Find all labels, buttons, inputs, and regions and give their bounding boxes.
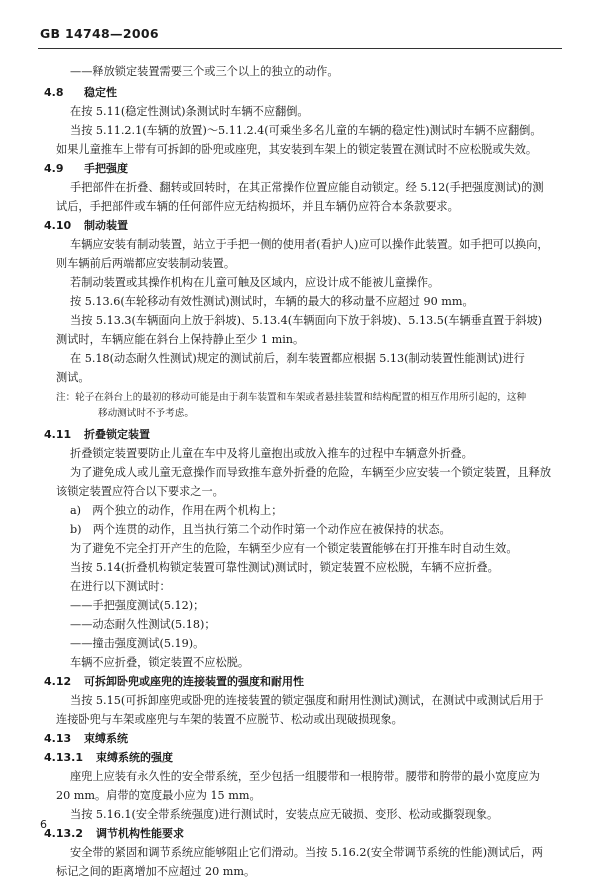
text-line: 若制动装置或其操作机构在儿童可触及区域内，应设计成不能被儿童操作。 [70,276,440,289]
section-title: 调节机构性能要求 [96,827,184,840]
text-line: 该锁定装置应符合以下要求之一。 [56,485,224,498]
list-item: ——撞击强度测试(5.19)。 [70,637,205,650]
section-title: 可拆卸卧兜或座兜的连接装置的强度和耐用性 [84,675,304,688]
text-line: 如果儿童推车上带有可拆卸的卧兜或座兜，其安装到车架上的锁定装置在测试时不应松脱或失效。 [56,143,538,156]
section-heading-4-13-2 [44,826,184,842]
text-line: 当按 5.13.3(车辆面向上放于斜坡)、5.13.4(车辆面向下放于斜坡)、5.13.5(车辆垂直置于斜坡) [70,314,543,327]
section-number: 4.13 [44,732,72,745]
text-line: 在按 5.11(稳定性测试)条测试时车辆不应翻倒。 [70,105,309,118]
section-number: 4.12 [44,675,72,688]
text-line: 当按 5.11.2.1(车辆的放置)～5.11.2.4(可乘坐多名儿童的车辆的稳定性)测试时车辆不应翻倒。 [70,124,542,137]
text-line: 在进行以下测试时： [70,580,171,593]
text-line: 当按 5.16.1(安全带系统强度)进行测试时，安装点应无破损、变形、松动或撕裂现象。 [70,808,499,821]
text-line: 按 5.13.6(车轮移动有效性测试)测试时，车辆的最大的移动量不应超过 90 mm。 [70,295,474,308]
list-item: ——手把强度测试(5.12)； [70,599,205,612]
text-line: 则车辆前后两端都应安装制动装置。 [56,257,236,270]
note-line: 注：轮子在斜台上的最初的移动可能是由于刹车装置和车架或者悬挂装置和结构配置的相互作用所引起的，这种 [56,392,527,403]
text-line: 手把部件在折叠、翻转或回转时，在其正常操作位置应能自动锁定。经 5.12(手把强度测试)的测 [70,181,544,194]
list-item: ——动态耐久性测试(5.18)； [70,618,216,631]
section-heading-4-13-1 [44,750,173,766]
section-heading-4-9 [44,161,128,177]
text-line: 当按 5.14(折叠机构锁定装置可靠性测试)测试时，锁定装置不应松脱，车辆不应折叠。 [70,561,499,574]
section-title: 束缚系统 [84,732,128,745]
text-line: 测试时，车辆应能在斜台上保持静止至少 1 min。 [56,333,305,346]
section-title: 手把强度 [84,162,128,175]
text-line: 折叠锁定装置要防止儿童在车中及将儿童抱出或放入推车的过程中车辆意外折叠。 [70,447,473,460]
section-number: 4.13.2 [44,827,83,840]
note-line: 移动测试时不予考虑。 [98,408,194,419]
list-item: b) 两个连贯的动作，且当执行第二个动作时第一个动作应在被保持的状态。 [70,523,451,536]
section-number: 4.13.1 [44,751,83,764]
text-line: 为了避免成人或儿童无意操作而导致推车意外折叠的危险，车辆至少应安装一个锁定装置，且释放 [70,466,552,479]
text-line: 车辆不应折叠，锁定装置不应松脱。 [70,656,250,669]
section-number: 4.9 [44,162,64,175]
text-line: ——释放锁定装置需要三个或三个以上的独立的动作。 [70,65,339,78]
page-number: 6 [40,818,47,831]
text-line: 车辆应安装有制动装置，站立于手把一侧的使用者(看护人)应可以操作此装置。如手把可以换向， [70,238,549,251]
text-line: 标记之间的距离增加不应超过 20 mm。 [56,865,256,878]
text-line: 测试。 [56,371,90,384]
section-heading-4-11 [44,427,150,443]
text-line: 试后，手把部件或车辆的任何部件应无结构损坏，并且车辆仍应符合本条款要求。 [56,200,459,213]
section-heading-4-13 [44,731,128,747]
list-item: a) 两个独立的动作，作用在两个机构上； [70,504,283,517]
section-number: 4.8 [44,86,64,99]
standard-code: GB 14748—2006 [40,26,159,41]
text-line: 座兜上应装有永久性的安全带系统，至少包括一组腰带和一根胯带。腰带和胯带的最小宽度应为 [70,770,540,783]
section-heading-4-8 [44,85,117,101]
section-title: 束缚系统的强度 [96,751,173,764]
section-number: 4.10 [44,219,72,232]
text-line: 安全带的紧固和调节系统应能够阻止它们滑动。当按 5.16.2(安全带调节系统的性能)测试后，两 [70,846,543,859]
section-title: 稳定性 [84,86,117,99]
text-line: 当按 5.15(可拆卸座兜或卧兜的连接装置的锁定强度和耐用性测试)测试，在测试中或测试后用于 [70,694,544,707]
section-heading-4-12 [44,674,304,690]
section-heading-4-10 [44,218,128,234]
text-line: 在 5.18(动态耐久性测试)规定的测试前后，刹车装置都应根据 5.13(制动装置性能测试)进行 [70,352,525,365]
text-line: 20 mm。肩带的宽度最小应为 15 mm。 [56,789,261,802]
section-title: 折叠锁定装置 [84,428,150,441]
header-rule [38,48,562,49]
section-number: 4.11 [44,428,72,441]
text-line: 为了避免不完全打开产生的危险，车辆至少应有一个锁定装置能够在打开推车时自动生效。 [70,542,518,555]
text-line: 连接卧兜与车架或座兜与车架的装置不应脱节、松动或出现破损现象。 [56,713,403,726]
section-title: 制动装置 [84,219,128,232]
